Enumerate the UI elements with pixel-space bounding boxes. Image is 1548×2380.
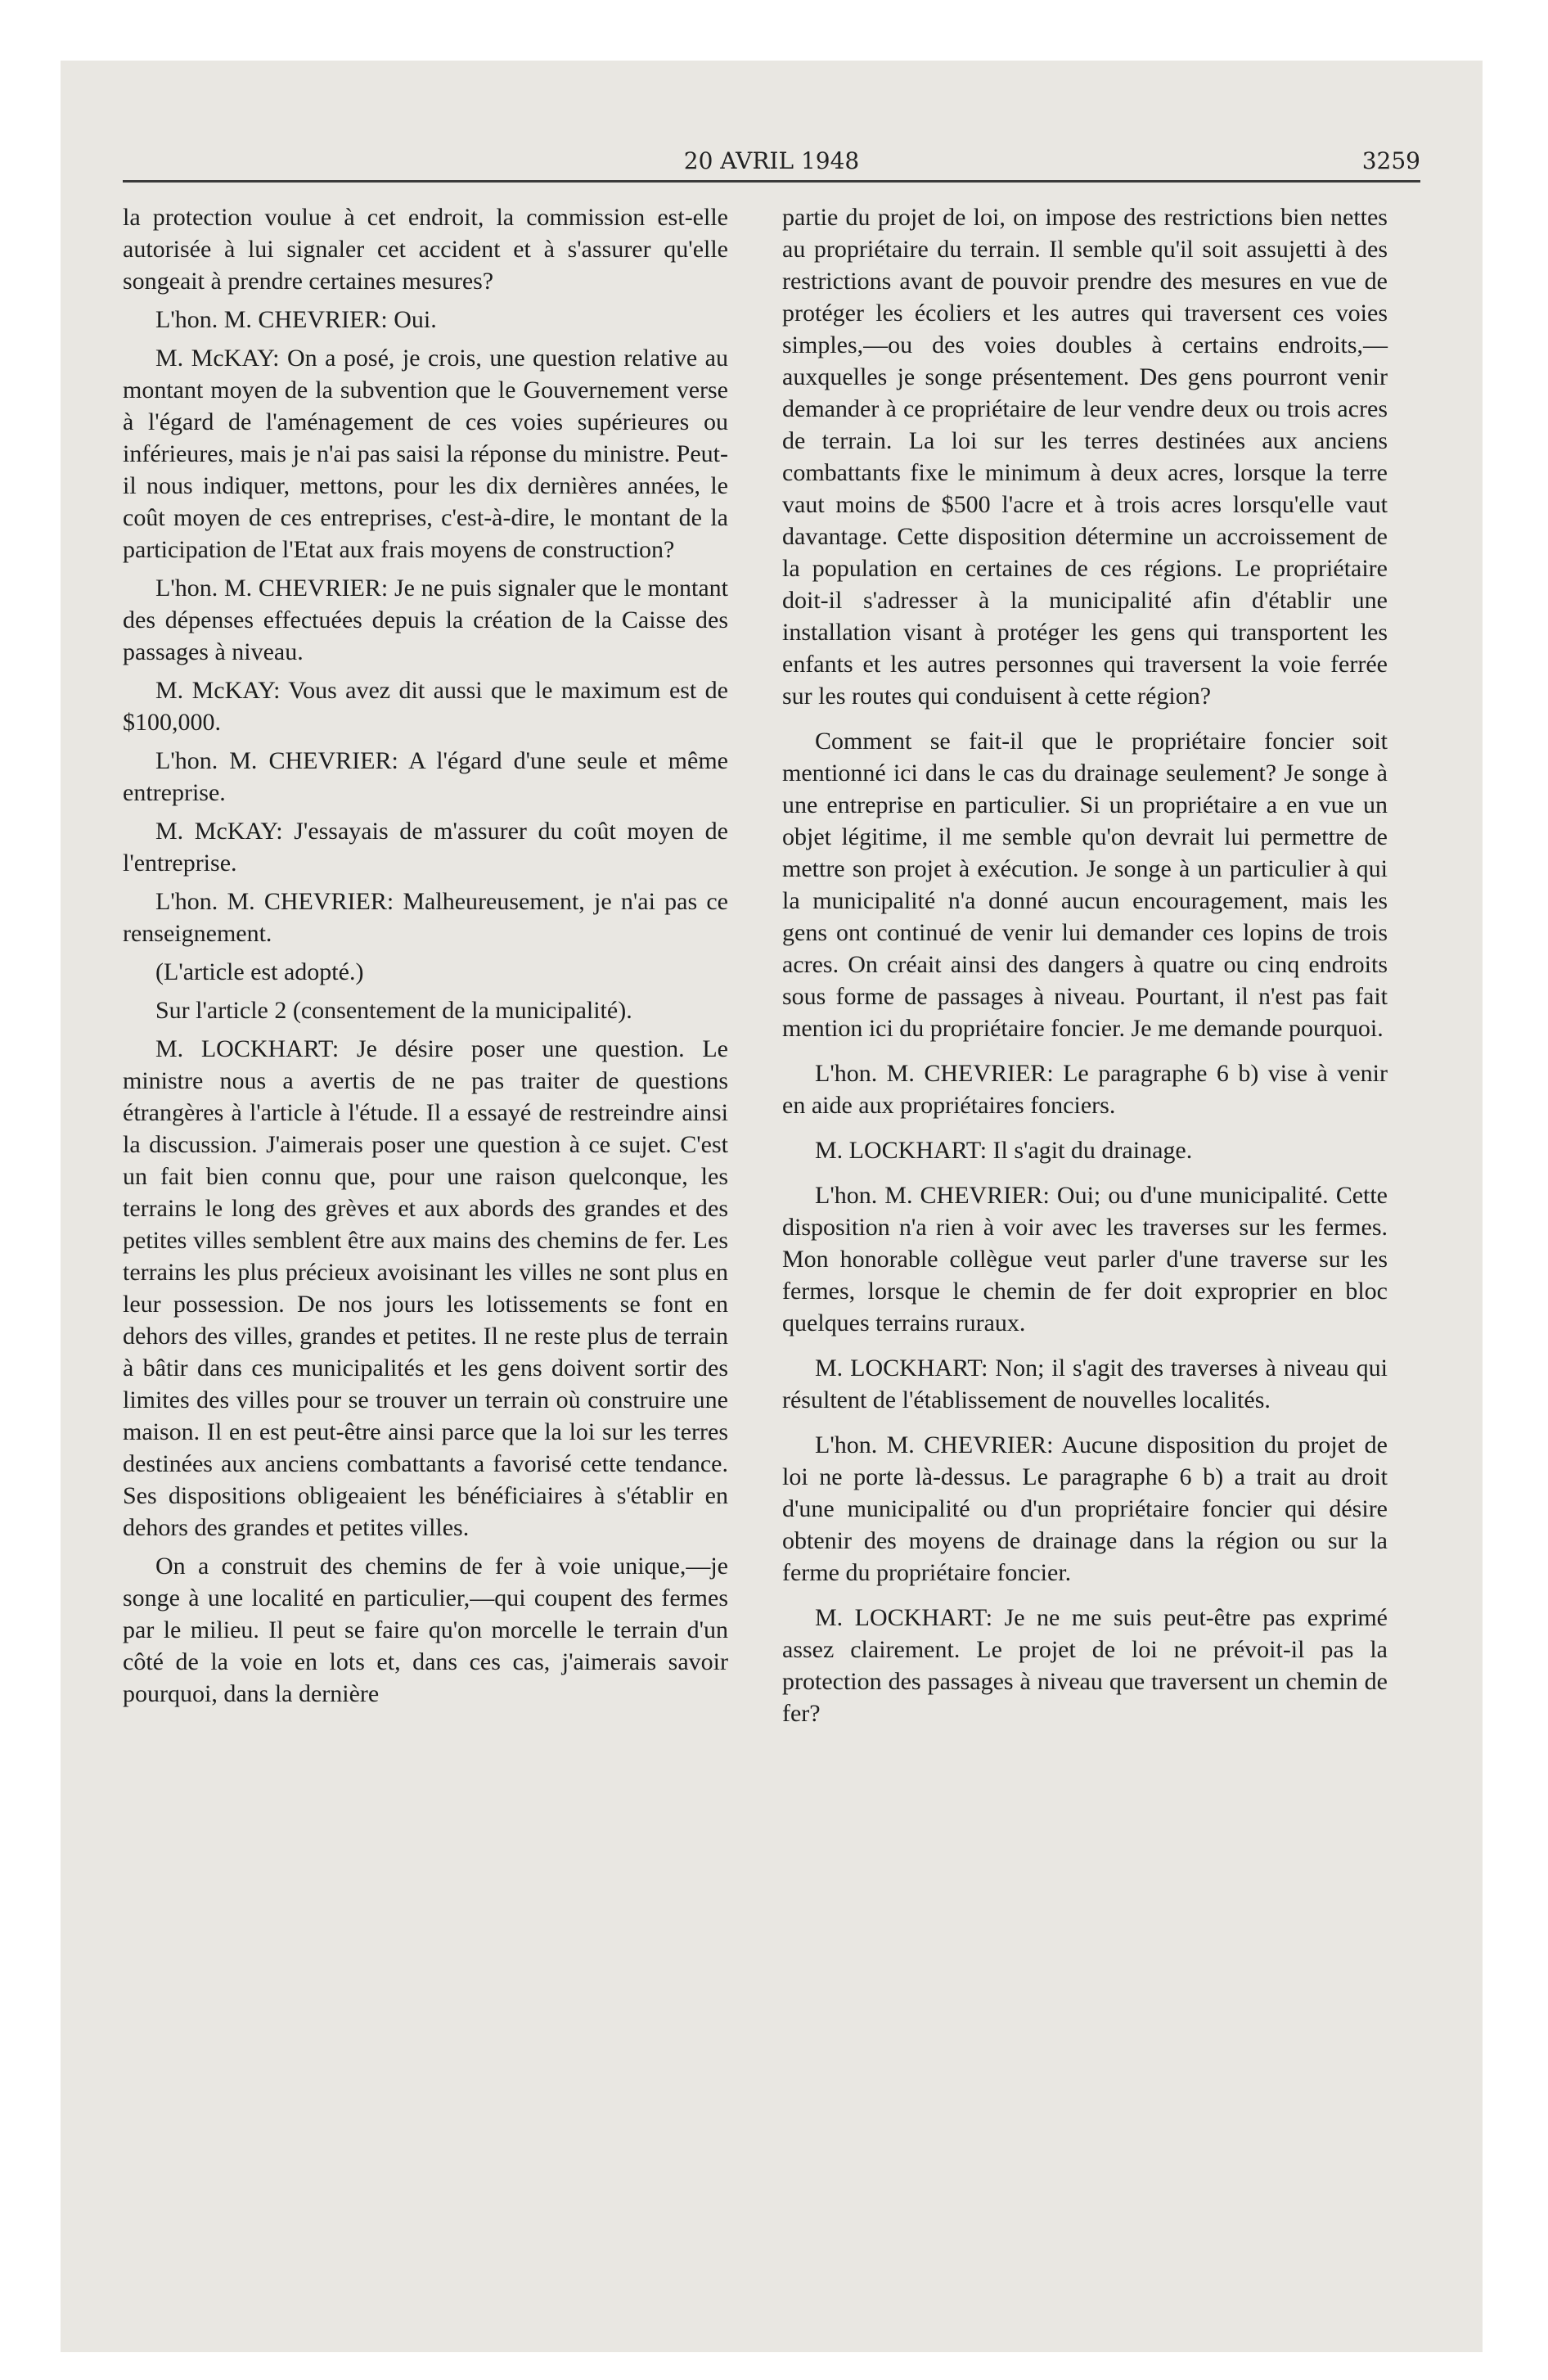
right-column bbox=[782, 201, 1388, 1742]
paragraph: partie du projet de loi, on impose des restrictions bien nettes au propriétaire du terrain. Il semble qu'il soit assujetti à des restrictions avant de pouvoir prendre des mesures en vue de protéger les écoliers et les autres qui traversent ces voies simples,—ou des voies doubles à certains endroits,—auxquelles je songe présentement. Des gens pourront venir demander à ce propriétaire de leur vendre deux ou trois acres de terrain. La loi sur les terres destinées aux anciens combattants fixe le minimum à deux acres, lorsque la terre vaut moins de $500 l'acre et à trois acres lorsqu'elle vaut davantage. Cette disposition détermine un accroissement de la population en certaines de ces régions. Le propriétaire doit-il s'adresser à la municipalité afin d'établir une installation visant à protéger les gens qui transportent les enfants et les autres personnes qui traversent la voie ferrée sur les routes qui conduisent à cette région? bbox=[782, 204, 1388, 710]
paragraph: M. LOCKHART: Non; il s'agit des traverses à niveau qui résultent de l'établissement de nouvelles localités. bbox=[782, 1355, 1388, 1413]
paragraph: M. McKAY: On a posé, je crois, une question relative au montant moyen de la subvention que le Gouvernement verse à l'égard de l'aménagement de ces voies supérieures ou inférieures, mais je n'ai pas saisi la réponse du ministre. Peut-il nous indiquer, mettons, pour les dix dernières années, le coût moyen de ces entreprises, c'est-à-dire, le montant de la participation de l'Etat aux frais moyens de construction? bbox=[123, 345, 728, 563]
paragraph: L'hon. M. CHEVRIER: A l'égard d'une seule et même entreprise. bbox=[123, 747, 728, 806]
paragraph: M. LOCKHART: Je désire poser une question. Le ministre nous a avertis de ne pas traiter de questions étrangères à l'article à l'étude. Il a essayé de restreindre ainsi la discussion. J'aimerais poser une question à ce sujet. C'est un fait bien connu que, pour une raison quelconque, les terrains le long des grèves et aux abords des grandes et des petites villes semblent être aux mains des chemins de fer. Les terrains les plus précieux avoisinant les villes ne sont plus en leur possession. De nos jours les lotissements se font en dehors des villes, grandes et petites. Il ne reste plus de terrain à bâtir dans ces municipalités et les gens doivent sortir des limites des villes pour se trouver un terrain où construire une maison. Il en est peut-être ainsi parce que la loi sur les terres destinées aux anciens combattants a favorisé cette tendance. Ses dispositions obligeaient les bénéficiaires à s'établir en dehors des grandes et petites villes. bbox=[123, 1035, 728, 1541]
scanned-page bbox=[61, 61, 1483, 2352]
paragraph: L'hon. M. CHEVRIER: Malheureusement, je n'ai pas ce renseignement. bbox=[123, 888, 728, 947]
paragraph: L'hon. M. CHEVRIER: Je ne puis signaler que le montant des dépenses effectuées depuis la création de la Caisse des passages à niveau. bbox=[123, 575, 728, 665]
page-header bbox=[123, 147, 1420, 183]
page-date: 20 AVRIL 1948 bbox=[683, 147, 860, 174]
paragraph: M. LOCKHART: Il s'agit du drainage. bbox=[815, 1137, 1193, 1164]
paragraph: L'hon. M. CHEVRIER: Oui. bbox=[155, 306, 437, 333]
paragraph: Sur l'article 2 (consentement de la municipalité). bbox=[155, 997, 632, 1024]
paragraph: Comment se fait-il que le propriétaire foncier soit mentionné ici dans le cas du drainage seulement? Je songe à une entreprise en particulier. Si un propriétaire a en vue un objet légitime, il me semble qu'on devrait lui permettre de mettre son projet à exécution. Je songe à un particulier à qui la municipalité n'a donné aucun encouragement, mais les gens ont continué de venir lui demander ces lopins de trois acres. On créait ainsi des dangers à quatre ou cinq endroits sous forme de passages à niveau. Pourtant, il n'est pas fait mention ici du propriétaire foncier. Je me demande pourquoi. bbox=[782, 728, 1388, 1042]
paragraph: M. McKAY: Vous avez dit aussi que le maximum est de $100,000. bbox=[123, 677, 728, 736]
paragraph: M. LOCKHART: Je ne me suis peut-être pas exprimé assez clairement. Le projet de loi ne prévoit-il pas la protection des passages à niveau que traversent un chemin de fer? bbox=[782, 1604, 1388, 1727]
paragraph: L'hon. M. CHEVRIER: Le paragraphe 6 b) vise à venir en aide aux propriétaires fonciers. bbox=[782, 1060, 1388, 1119]
paragraph: On a construit des chemins de fer à voie unique,—je songe à une localité en particulier,—qui coupent des fermes par le milieu. Il peut se faire qu'on morcelle le terrain d'un côté de la voie en lots et, dans ces cas, j'aimerais savoir pourquoi, dans la dernière bbox=[123, 1553, 728, 1707]
left-column bbox=[123, 201, 728, 1716]
paragraph: L'hon. M. CHEVRIER: Aucune disposition du projet de loi ne porte là-dessus. Le paragraphe 6 b) a trait au droit d'une municipalité ou d'un propriétaire foncier qui désire obtenir des moyens de drainage dans la région ou sur la ferme du propriétaire foncier. bbox=[782, 1431, 1388, 1586]
paragraph: la protection voulue à cet endroit, la commission est-elle autorisée à lui signaler cet accident et à s'assurer qu'elle songeait à prendre certaines mesures? bbox=[123, 204, 728, 295]
paragraph: M. McKAY: J'essayais de m'assurer du coût moyen de l'entreprise. bbox=[123, 818, 728, 877]
page-number: 3259 bbox=[1361, 147, 1420, 174]
paragraph: (L'article est adopté.) bbox=[155, 958, 364, 985]
paragraph: L'hon. M. CHEVRIER: Oui; ou d'une municipalité. Cette disposition n'a rien à voir avec les traverses sur les fermes. Mon honorable collègue veut parler d'une traverse sur les fermes, lorsque le chemin de fer doit exproprier en bloc quelques terrains ruraux. bbox=[782, 1182, 1388, 1336]
